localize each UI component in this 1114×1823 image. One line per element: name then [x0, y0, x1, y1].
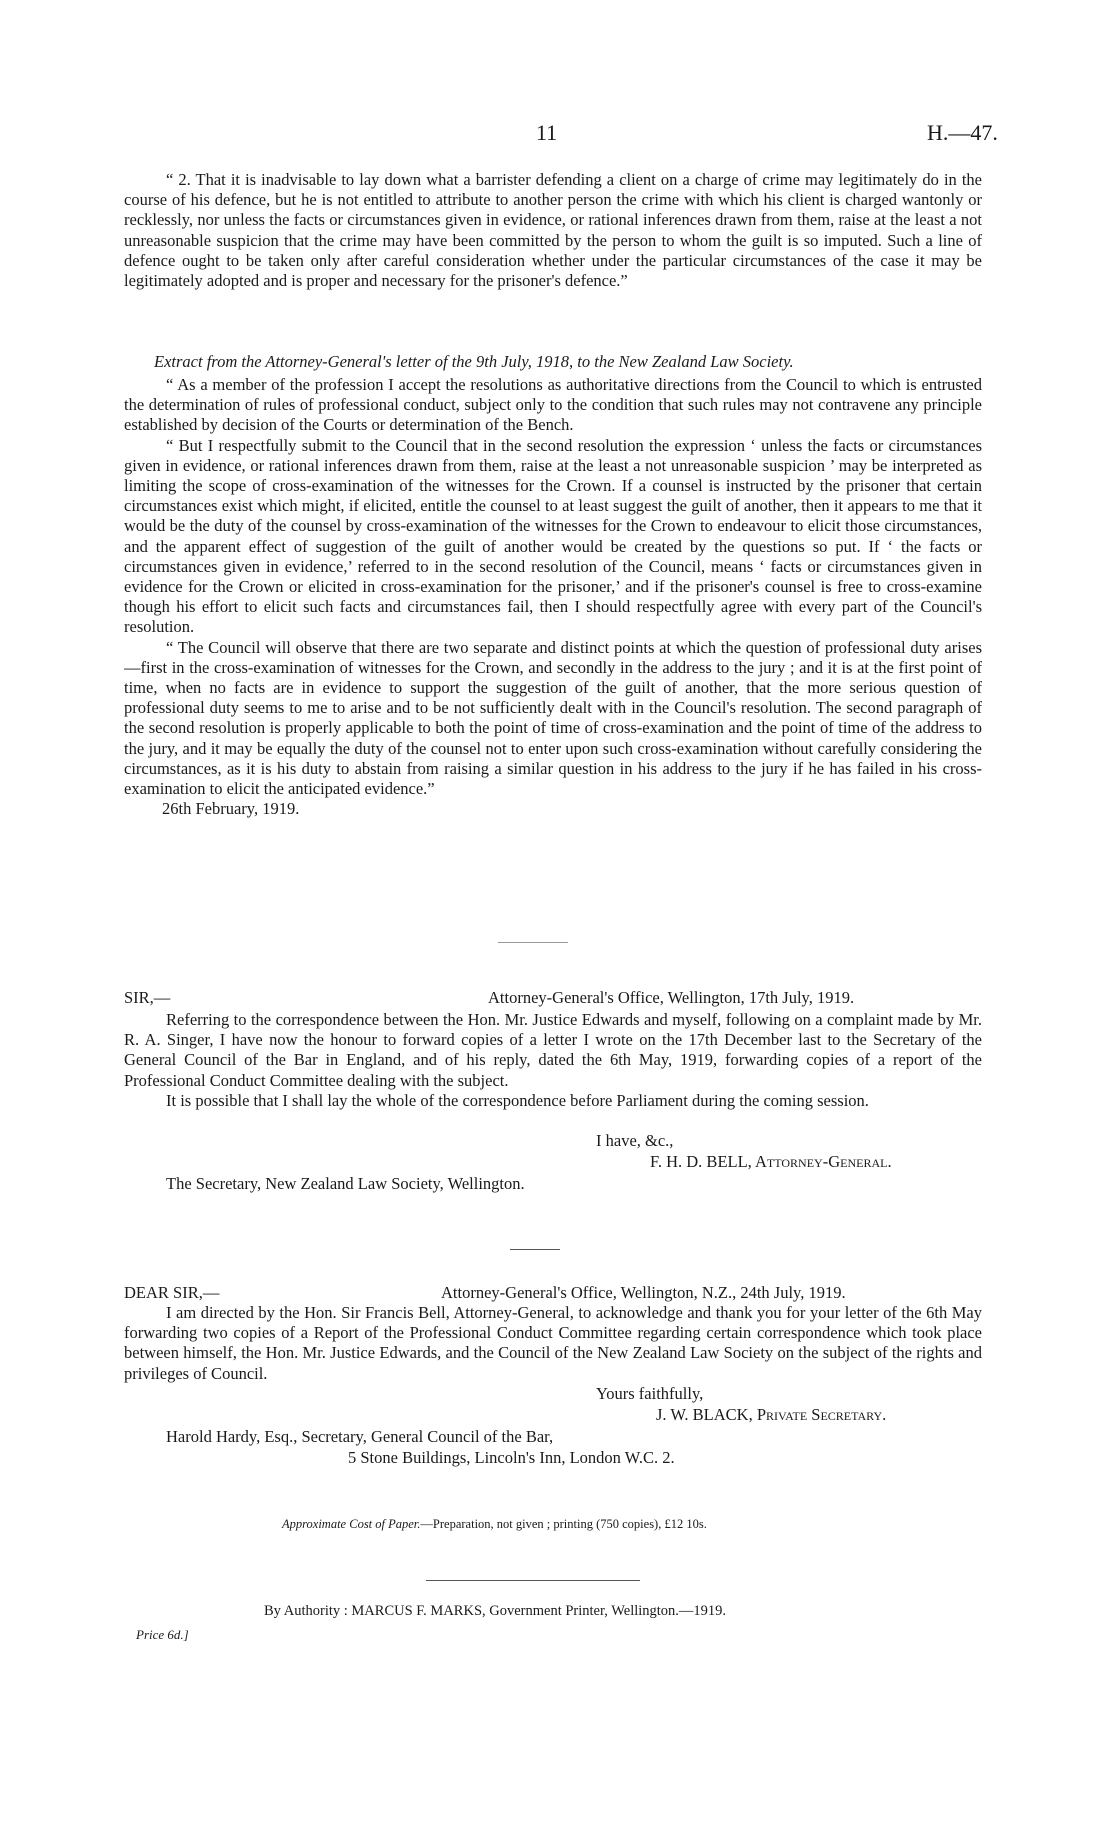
letter1-salutation: SIR,—: [124, 988, 171, 1007]
letter2-signature: J. W. BLACK, Private Secretary.: [656, 1405, 887, 1424]
extract-paragraph-1: “ As a member of the profession I accept the resolutions as authoritative directions from the Council to which is entrusted the determination of rules of professional conduct, subject only to the condition that such rules may not contravene any principle established by decision of the Courts or determination of the Bench.: [124, 375, 982, 435]
extract-paragraph-2: “ But I respectfully submit to the Council that in the second resolution the expression ‘ unless the facts or circumstances given in evidence, or rational inferences drawn from them, raise at the least a not unreasonable suspicion ’ may be interpreted as limiting the scope of cross-examination of the witnesses for the Crown. If a counsel is instructed by the prisoner that certain circumstances exist which might, if elicited, entitle the counsel to at least suggest the guilt of another, then it appears to me that it would be the duty of the counsel by cross-examination of the witnesses for the Crown to endeavour to elicit those circumstances, and the apparent effect of suggestion of the guilt of another would be created by the questions so put. If ‘ the facts or circumstances given in evidence,’ referred to in the second resolution of the Council, means ‘ facts or circumstances given in evidence for the Crown or elicited in cross-examination for the prisoner,’ and if the prisoner's counsel is free to cross-examine though his effort to elicit such facts and circumstances fail, then I should respectfully agree with every part of the Council's resolution.: [124, 435, 982, 637]
cost-of-paper-note: [282, 1514, 707, 1534]
extract-body: [124, 375, 982, 819]
letter2-addressee-line-1: Harold Hardy, Esq., Secretary, General Council of the Bar,: [166, 1427, 554, 1446]
extract-date: 26th February, 1919.: [162, 799, 300, 819]
letter2-salutation: DEAR SIR,—: [124, 1283, 220, 1302]
printer-authority: By Authority : MARCUS F. MARKS, Government Printer, Wellington.—1919.: [264, 1603, 727, 1619]
letter1-addressee: The Secretary, New Zealand Law Society, Wellington.: [166, 1174, 525, 1193]
letter1-body: [124, 1010, 982, 1111]
letter2-body: [124, 1303, 982, 1384]
section-divider-2: [510, 1249, 560, 1250]
price-label: Price 6d.]: [136, 1627, 189, 1642]
page-number: 11: [536, 120, 558, 145]
letter2-closing: Yours faithfully,: [596, 1384, 704, 1403]
extract-heading-text: Extract from the Attorney-General's letter of the 9th July, 1918, to the New Zealand Law Society.: [154, 352, 794, 371]
letter1-closing: I have, &c.,: [596, 1131, 674, 1150]
extract-paragraph-3: “ The Council will observe that there are two separate and distinct points at which the question of professional duty arises—first in the cross-examination of witnesses for the Crown, and secondly in the address to the jury ; and it is at the first point of time, when no facts are in evidence to support the suggestion of the guilt of another, that the more serious question of professional duty seems to me to arise and to be not sufficiently dealt with in the Council's resolution. The second paragraph of the second resolution is properly applicable to both the point of time of cross-examination and the point of time of the address to the jury, and it may be equally the duty of the counsel not to enter upon such cross-examination without carefully considering the circumstances, as it is his duty to abstain from raising a similar question in his address to the jury if he has failed in his cross-examination to elicit the anticipated evidence.”: [124, 637, 982, 799]
letter1-paragraph-1: Referring to the correspondence between the Hon. Mr. Justice Edwards and myself, following on a complaint made by Mr. R. A. Singer, I have now the honour to forward copies of a letter I wrote on the 17th December last to the Secretary of the General Council of the Bar in England, and of his reply, dated the 6th May, 1919, forwarding copies of a report of the Professional Conduct Committee dealing with the subject.: [124, 1010, 982, 1090]
cost-label: Approximate Cost of Paper.: [282, 1517, 421, 1531]
letter1-paragraph-2: It is possible that I shall lay the whole of the correspondence before Parliament during the coming session.: [166, 1090, 869, 1110]
footer-rule: [426, 1580, 640, 1581]
extract-heading: [124, 352, 982, 372]
letter1-address: Attorney-General's Office, Wellington, 17th July, 1919.: [488, 988, 855, 1007]
resolution-paragraph: “ 2. That it is inadvisable to lay down what a barrister defending a client on a charge of crime may legitimately do in the course of his defence, but he is not entitled to attribute to another person the crime with which his client is charged wantonly or recklessly, nor unless the facts or circumstances given in evidence, or rational inferences drawn from them, raise at the least a not unreasonable suspicion that the crime may have been committed by the person to whom the guilt is so imputed. Such a line of defence ought to be taken only after careful consideration whether under the particular circumstances of the case it may be legitimately adopted and is proper and necessary for the prisoner's defence.”: [124, 170, 982, 291]
letter2-address: Attorney-General's Office, Wellington, N.Z., 24th July, 1919.: [441, 1283, 846, 1302]
quoted-resolution: [124, 170, 982, 291]
cost-text: —Preparation, not given ; printing (750 copies), £12 10s.: [420, 1517, 707, 1531]
document-reference: H.—47.: [927, 120, 998, 145]
letter1-signature: F. H. D. BELL, Attorney-General.: [650, 1152, 892, 1171]
letter2-addressee-line-2: 5 Stone Buildings, Lincoln's Inn, London W.C. 2.: [348, 1448, 675, 1467]
section-divider: [498, 942, 568, 943]
letter2-paragraph: I am directed by the Hon. Sir Francis Bell, Attorney-General, to acknowledge and thank you for your letter of the 6th May forwarding two copies of a Report of the Professional Conduct Committee regarding certain correspondence which took place between himself, the Hon. Mr. Justice Edwards, and the Council of the New Zealand Law Society on the subject of the rights and privileges of Council.: [124, 1303, 982, 1383]
